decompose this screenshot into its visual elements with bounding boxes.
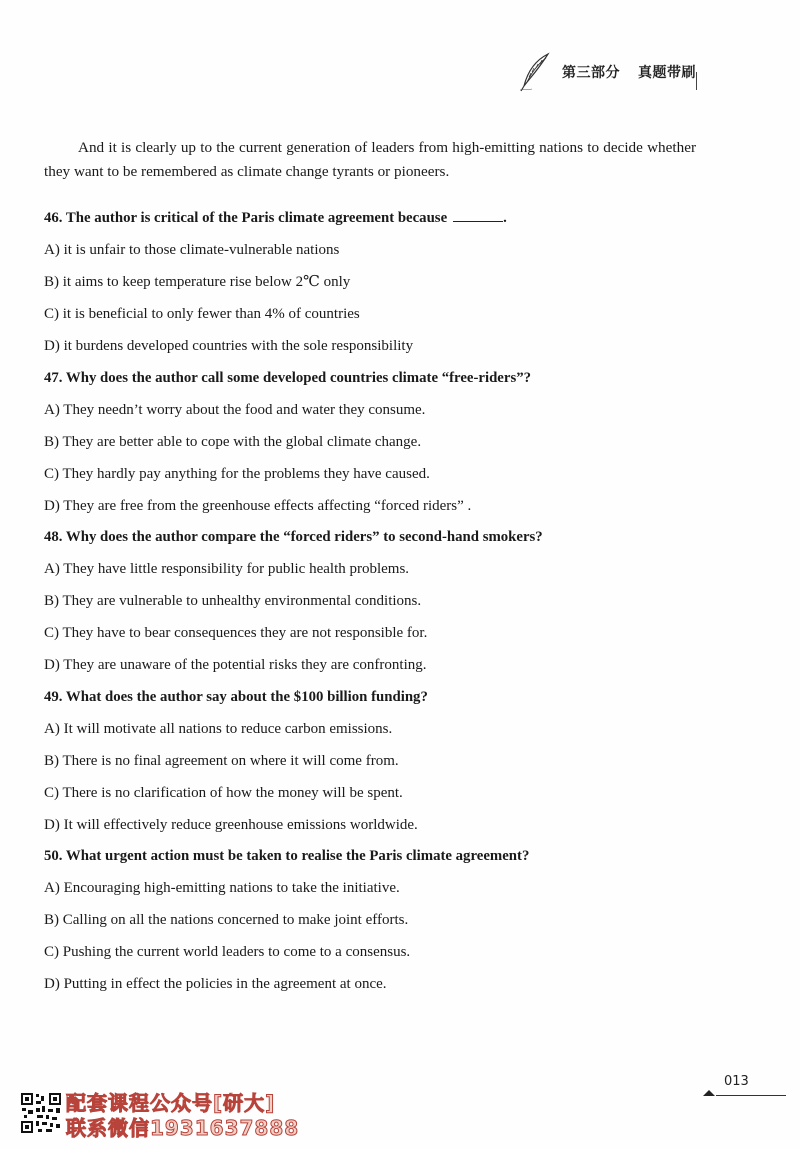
answer-option: A) They needn’t worry about the food and water they consume. — [44, 402, 426, 418]
question-stem: 48. Why does the author compare the “forced riders” to second-hand smokers? — [44, 529, 543, 545]
answer-option: A) It will motivate all nations to reduce carbon emissions. — [44, 721, 393, 737]
answer-option: A) it is unfair to those climate-vulnerable nations — [44, 242, 340, 258]
question-suffix: . — [503, 210, 507, 226]
question-text: 46. The author is critical of the Paris climate agreement because — [44, 210, 448, 226]
answer-option: B) They are better able to cope with the global climate change. — [44, 434, 422, 450]
intro-paragraph: And it is clearly up to the current generation of leaders from high-emitting nations to decide whether they want to be remembered as climate change tyrants or pioneers. — [44, 139, 696, 180]
page-header — [518, 52, 696, 92]
question-block-50 — [44, 840, 724, 1000]
answer-option: A) Encouraging high-emitting nations to take the initiative. — [44, 880, 400, 896]
answer-option: B) They are vulnerable to unhealthy environmental conditions. — [44, 593, 422, 609]
answer-option: B) There is no final agreement on where it will come from. — [44, 753, 399, 769]
question-stem: 50. What urgent action must be taken to realise the Paris climate agreement? — [44, 848, 530, 864]
question-block-49 — [44, 681, 724, 841]
question-stem: 49. What does the author say about the $100 billion funding? — [44, 689, 428, 705]
question-block-46 — [44, 202, 724, 362]
answer-option: A) They have little responsibility for public health problems. — [44, 561, 410, 577]
question-stem: 47. Why does the author call some developed countries climate “free-riders”? — [44, 370, 531, 386]
header-divider — [696, 72, 697, 90]
promo-line-course: 配套课程公众号[研大] — [66, 1091, 276, 1115]
answer-option: C) There is no clarification of how the money will be spent. — [44, 785, 403, 801]
qr-code-icon — [20, 1092, 62, 1134]
promo-line-contact: 联系微信1931637888 — [66, 1116, 300, 1140]
question-stem — [44, 202, 724, 234]
section-label: 第三部分 — [562, 65, 620, 81]
footer-rule — [716, 1095, 786, 1096]
answer-option: D) They are unaware of the potential risks they are confronting. — [44, 657, 427, 673]
answer-option: B) it aims to keep temperature rise below 2℃ only — [44, 274, 351, 290]
section-title: 真题带刷 — [638, 65, 696, 81]
answer-option: D) They are free from the greenhouse effects affecting “forced riders” . — [44, 498, 472, 514]
answer-option: D) it burdens developed countries with the sole responsibility — [44, 338, 414, 354]
answer-option: C) They have to bear consequences they are not responsible for. — [44, 625, 428, 641]
answer-option: C) Pushing the current world leaders to come to a consensus. — [44, 944, 411, 960]
answer-blank — [453, 207, 503, 222]
answer-option: C) They hardly pay anything for the problems they have caused. — [44, 466, 430, 482]
page-number: 013 — [724, 1074, 749, 1089]
footer-triangle — [703, 1090, 715, 1096]
answer-option: C) it is beneficial to only fewer than 4% of countries — [44, 306, 360, 322]
quill-icon — [518, 52, 554, 92]
answer-option: D) It will effectively reduce greenhouse emissions worldwide. — [44, 817, 418, 833]
question-block-47 — [44, 362, 724, 522]
answer-option: B) Calling on all the nations concerned to make joint efforts. — [44, 912, 409, 928]
answer-option: D) Putting in effect the policies in the agreement at once. — [44, 976, 387, 992]
question-block-48 — [44, 521, 724, 681]
